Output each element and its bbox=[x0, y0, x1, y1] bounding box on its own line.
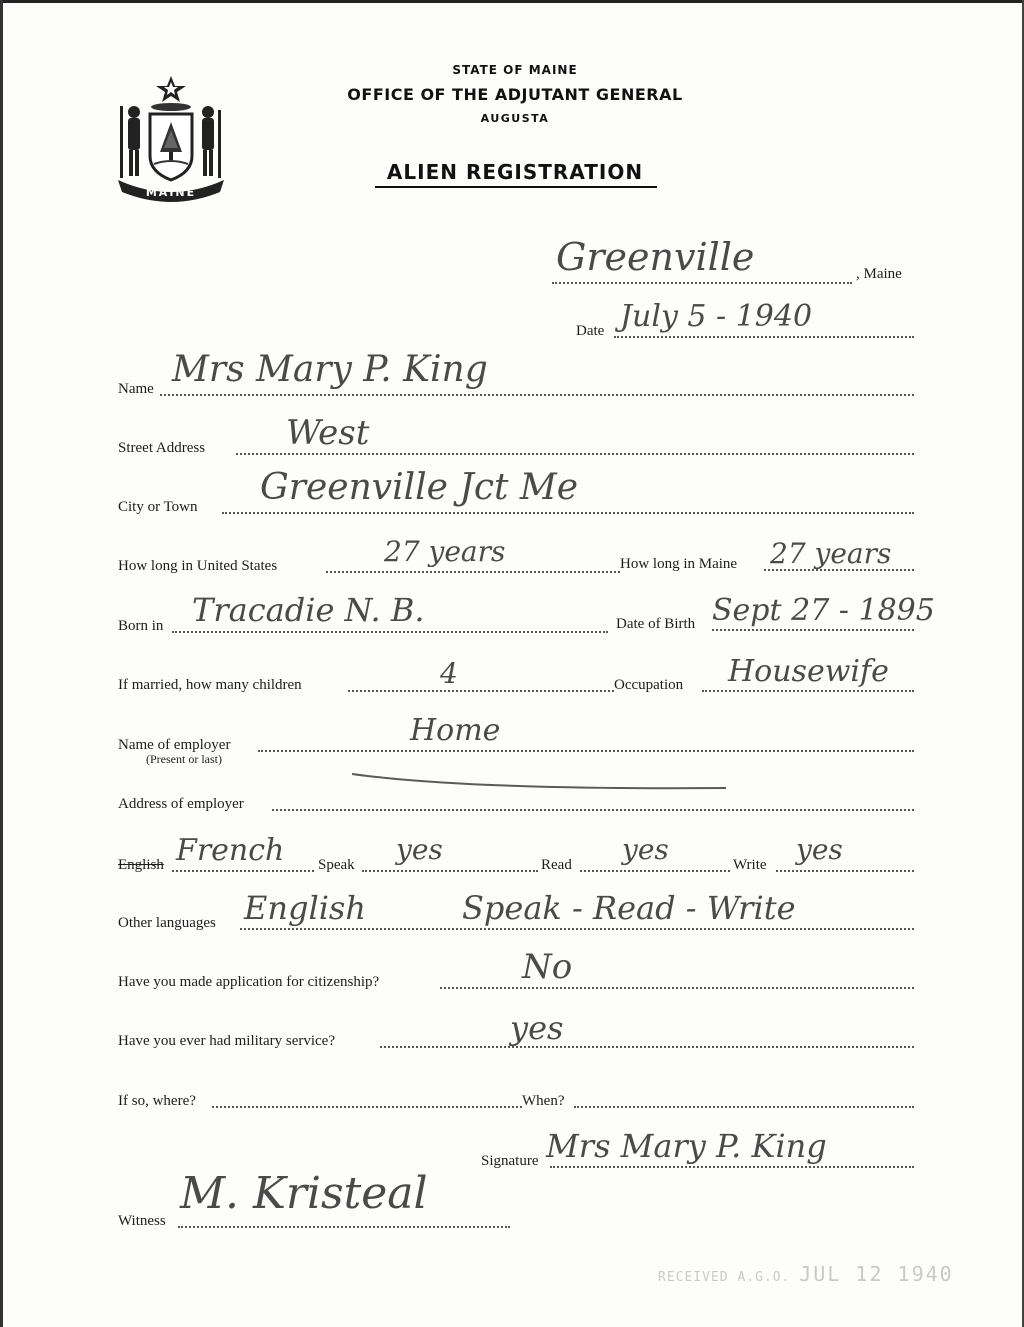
dob-line bbox=[712, 629, 914, 631]
header-city: AUGUSTA bbox=[480, 112, 550, 125]
stamp-date: JUL 12 1940 bbox=[799, 1262, 954, 1286]
scan-edge-top bbox=[0, 0, 1024, 3]
born-label: Born in bbox=[118, 618, 164, 634]
received-stamp bbox=[658, 1262, 954, 1286]
speak-value: yes bbox=[396, 833, 443, 866]
date-label: Date bbox=[576, 323, 605, 339]
witness-line bbox=[178, 1226, 510, 1228]
street-value: West bbox=[286, 413, 370, 453]
signature-label: Signature bbox=[481, 1153, 539, 1169]
header-state: STATE OF MAINE bbox=[452, 63, 578, 77]
date-value: July 5 - 1940 bbox=[620, 299, 813, 334]
dob-value: Sept 27 - 1895 bbox=[712, 593, 935, 628]
occupation-line bbox=[702, 690, 914, 692]
city-value: Greenville Jct Me bbox=[260, 467, 579, 508]
born-value: Tracadie N. B. bbox=[192, 591, 425, 629]
other-languages-label: Other languages bbox=[118, 915, 216, 931]
children-value: 4 bbox=[440, 657, 458, 690]
place-line bbox=[552, 282, 852, 284]
street-line bbox=[236, 453, 914, 455]
write-label: Write bbox=[733, 857, 767, 873]
speak-line bbox=[362, 870, 538, 872]
language-value: French bbox=[176, 833, 285, 868]
name-line bbox=[160, 394, 914, 396]
other-languages-detail: Speak - Read - Write bbox=[462, 889, 796, 927]
name-label: Name bbox=[118, 381, 154, 397]
born-line bbox=[172, 631, 608, 633]
where-label: If so, where? bbox=[118, 1093, 196, 1109]
read-value: yes bbox=[622, 833, 669, 866]
header-office: OFFICE OF THE ADJUTANT GENERAL bbox=[347, 85, 683, 104]
employer-address-line bbox=[272, 809, 914, 811]
employer-label: Name of employer bbox=[118, 737, 231, 753]
military-value: yes bbox=[510, 1009, 564, 1047]
children-label: If married, how many children bbox=[118, 677, 302, 693]
employer-address-stroke bbox=[350, 768, 730, 798]
city-label: City or Town bbox=[118, 499, 198, 515]
when-label: When? bbox=[522, 1093, 565, 1109]
other-languages-value: English bbox=[244, 889, 366, 927]
dob-label: Date of Birth bbox=[616, 616, 696, 632]
witness-label: Witness bbox=[118, 1213, 166, 1229]
seal-ribbon-text: MAINE bbox=[145, 186, 197, 199]
occupation-label: Occupation bbox=[614, 677, 684, 693]
write-line bbox=[776, 870, 914, 872]
children-line bbox=[348, 690, 614, 692]
witness-value: M. Kristeal bbox=[180, 1168, 428, 1219]
signature-value: Mrs Mary P. King bbox=[546, 1127, 827, 1165]
stamp-prefix: RECEIVED A.G.O. bbox=[658, 1270, 791, 1285]
read-line bbox=[580, 870, 730, 872]
language-line bbox=[172, 870, 314, 872]
military-line bbox=[380, 1046, 914, 1048]
city-line bbox=[222, 512, 914, 514]
write-value: yes bbox=[796, 833, 843, 866]
citizenship-value: No bbox=[522, 947, 573, 987]
other-languages-line bbox=[240, 928, 914, 930]
speak-label: Speak bbox=[318, 857, 355, 873]
street-label: Street Address bbox=[118, 440, 206, 456]
form-title: ALIEN REGISTRATION bbox=[386, 160, 644, 184]
employer-line bbox=[258, 750, 914, 752]
scan-edge-left bbox=[0, 0, 3, 1327]
military-label: Have you ever had military service? bbox=[118, 1033, 335, 1049]
name-value: Mrs Mary P. King bbox=[172, 349, 488, 390]
date-line bbox=[614, 336, 914, 338]
title-underline bbox=[375, 186, 657, 188]
employer-value: Home bbox=[410, 713, 501, 748]
signature-line bbox=[550, 1166, 914, 1168]
state-seal-icon bbox=[112, 72, 230, 206]
us-label: How long in United States bbox=[118, 558, 278, 574]
employer-sub-label: (Present or last) bbox=[146, 752, 222, 766]
maine-label: How long in Maine bbox=[620, 556, 738, 572]
language-label: English bbox=[118, 857, 164, 873]
employer-address-label: Address of employer bbox=[118, 796, 244, 812]
when-line bbox=[574, 1106, 914, 1108]
place-value: Greenville bbox=[556, 235, 755, 279]
place-suffix: , Maine bbox=[856, 266, 902, 282]
us-value: 27 years bbox=[384, 535, 506, 568]
where-line bbox=[212, 1106, 522, 1108]
occupation-value: Housewife bbox=[728, 654, 889, 689]
read-label: Read bbox=[541, 857, 572, 873]
citizenship-label: Have you made application for citizenship? bbox=[118, 974, 380, 990]
citizenship-line bbox=[440, 987, 914, 989]
maine-value: 27 years bbox=[770, 537, 892, 570]
us-line bbox=[326, 571, 620, 573]
